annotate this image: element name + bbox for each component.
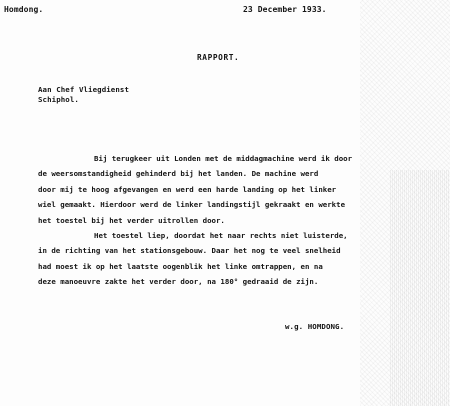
body-line: deze manoeuvre zakte het verder door, na 180° gedraaid de zijn. xyxy=(38,277,319,287)
body-line: had moest ik op het laatste oogenblik het linke omtrappen, en na xyxy=(38,261,323,271)
recipient-line-2: Schiphol. xyxy=(38,95,79,104)
body-line: de weersomstandigheid gehinderd bij het landen. De machine werd xyxy=(38,169,319,179)
body-line: het toestel bij het verder uitrollen door. xyxy=(38,215,225,225)
document-title: RAPPORT. xyxy=(197,53,240,62)
body-line: wiel gemaakt. Hierdoor werd de linker landingstijl gekraakt en werkte xyxy=(38,200,346,210)
scan-noise-lower xyxy=(390,170,450,406)
sender-name: Homdong. xyxy=(4,5,44,14)
body-line: Het toestel liep, doordat het naar rechts niet luisterde, xyxy=(94,231,348,241)
signature: w.g. HOMDONG. xyxy=(285,322,345,331)
body-line: in de richting van het stationsgebouw. Daar het nog te veel snelheid xyxy=(38,246,341,256)
report-body xyxy=(38,151,352,290)
recipient-line-1: Aan Chef Vliegdienst xyxy=(38,85,129,94)
body-line: door mij te hoog afgevangen en werd een harde landing op het linker xyxy=(38,184,337,194)
scan-noise xyxy=(360,0,450,406)
body-line: Bij terugkeer uit Londen met de middagmachine werd ik door xyxy=(94,154,353,163)
letter-date: 23 December 1933. xyxy=(243,5,327,14)
